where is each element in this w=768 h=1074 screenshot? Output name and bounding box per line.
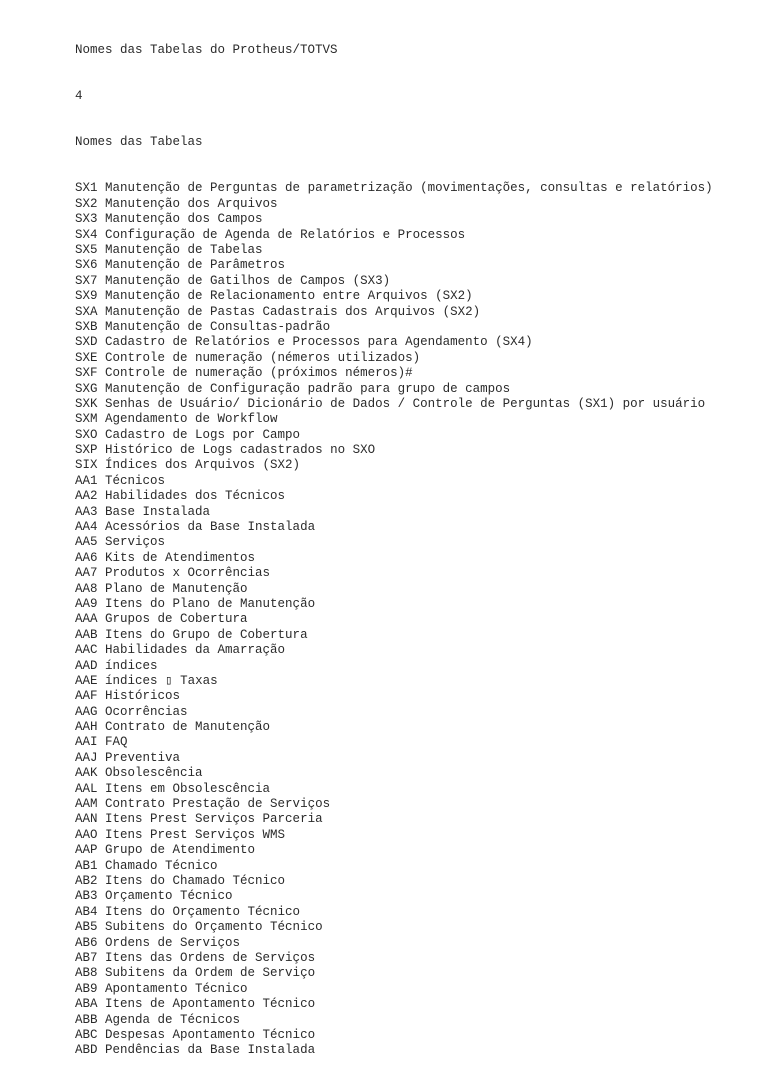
table-code: SXK [75,396,98,411]
table-code: AAI [75,735,98,750]
table-row [75,505,755,520]
table-code: SXG [75,381,98,396]
table-description: Base Instalada [105,504,211,519]
table-row [75,566,755,581]
table-row [75,443,755,458]
table-row [75,874,755,889]
table-row [75,228,755,243]
table-code: SIX [75,458,98,473]
table-code: SXF [75,366,98,381]
table-description: Orçamento Técnico [105,889,233,904]
table-description: Habilidades dos Técnicos [105,489,286,504]
table-description: Itens em Obsolescência [105,781,271,796]
table-row [75,782,755,797]
table-code: AA1 [75,473,98,488]
table-row [75,828,755,843]
table-description: Grupos de Cobertura [105,612,248,627]
table-row [75,612,755,627]
table-description: Pendências da Base Instalada [105,1043,316,1058]
table-row [75,397,755,412]
table-code: AA6 [75,550,98,565]
table-row [75,720,755,735]
table-description: FAQ [105,735,128,750]
table-description: Manutenção de Tabelas [105,242,263,257]
table-description: Produtos x Ocorrências [105,566,271,581]
table-description: Manutenção de Pastas Cadastrais dos Arquivos (SX2) [105,304,481,319]
table-row [75,412,755,427]
table-description: Itens de Apontamento Técnico [105,997,316,1012]
table-code: AB3 [75,889,98,904]
table-code: SXD [75,335,98,350]
table-row [75,335,755,350]
table-description: Técnicos [105,473,166,488]
table-row [75,1043,755,1058]
table-description: Subitens da Ordem de Serviço [105,966,316,981]
table-row [75,582,755,597]
table-description: Itens das Ordens de Serviços [105,950,316,965]
table-row [75,659,755,674]
table-code: AA2 [75,489,98,504]
table-row [75,258,755,273]
table-row [75,751,755,766]
table-row [75,689,755,704]
table-description: Senhas de Usuário/ Dicionário de Dados / Controle de Perguntas (SX1) por usuário [105,396,706,411]
table-description: Manutenção de Perguntas de parametrização (movimentações, consultas e relatórios) [105,181,713,196]
table-code: AB1 [75,858,98,873]
table-description: Histórico de Logs cadastrados no SXO [105,443,376,458]
table-row [75,212,755,227]
table-row [75,982,755,997]
section-heading: Nomes das Tabelas [75,135,203,150]
table-description: Ordens de Serviços [105,935,241,950]
document-title: Nomes das Tabelas do Protheus/TOTVS [75,42,338,57]
table-row [75,951,755,966]
table-code: SXE [75,350,98,365]
table-code: AAK [75,766,98,781]
table-row [75,889,755,904]
table-row [75,859,755,874]
table-description: Grupo de Atendimento [105,843,256,858]
table-description: Itens do Plano de Manutenção [105,596,316,611]
table-code: AA4 [75,520,98,535]
table-code: SX9 [75,289,98,304]
table-description: Controle de numeração (próximos némeros)# [105,366,413,381]
table-code: AB9 [75,981,98,996]
table-code: SX5 [75,242,98,257]
table-code: SXP [75,443,98,458]
table-description: Manutenção de Parâmetros [105,258,286,273]
table-row [75,920,755,935]
table-description: Acessórios da Base Instalada [105,520,316,535]
table-description: Manutenção de Relacionamento entre Arquivos (SX2) [105,289,473,304]
table-code: AB5 [75,920,98,935]
table-description: Cadastro de Logs por Campo [105,427,301,442]
table-code: AAC [75,643,98,658]
table-row [75,1028,755,1043]
page-number: 4 [75,89,83,104]
table-code: AB6 [75,935,98,950]
table-row [75,1013,755,1028]
table-code: AB7 [75,950,98,965]
table-code: AAM [75,797,98,812]
table-row [75,705,755,720]
table-description: Itens do Orçamento Técnico [105,904,301,919]
table-description: Itens Prest Serviços Parceria [105,812,323,827]
document-page [75,12,755,1074]
table-description: Despesas Apontamento Técnico [105,1027,316,1042]
table-row [75,797,755,812]
table-code: SX1 [75,181,98,196]
table-description: Agendamento de Workflow [105,412,278,427]
table-description: índices [105,658,158,673]
table-row [75,905,755,920]
table-row [75,812,755,827]
table-code: AAP [75,843,98,858]
table-description: Agenda de Técnicos [105,1012,241,1027]
table-row [75,936,755,951]
table-row [75,966,755,981]
table-row [75,474,755,489]
table-description: Chamado Técnico [105,858,218,873]
table-code: SXM [75,412,98,427]
table-code: AAO [75,827,98,842]
table-code: AA7 [75,566,98,581]
table-row [75,428,755,443]
table-description: Manutenção dos Campos [105,212,263,227]
table-row [75,320,755,335]
table-description: Itens do Chamado Técnico [105,874,286,888]
table-row [75,766,755,781]
table-description: Subitens do Orçamento Técnico [105,920,323,935]
table-code: AAE [75,673,98,688]
table-code: SX7 [75,273,98,288]
table-row [75,289,755,304]
table-code: ABC [75,1027,98,1042]
table-row [75,305,755,320]
table-row [75,458,755,473]
table-row [75,535,755,550]
table-code: SXB [75,319,98,334]
table-description: Obsolescência [105,766,203,781]
table-code: AAJ [75,750,98,765]
table-row [75,274,755,289]
table-description: Configuração de Agenda de Relatórios e Processos [105,227,466,242]
table-code: ABB [75,1012,98,1027]
table-code: ABA [75,997,98,1012]
table-description: Preventiva [105,750,181,765]
table-row [75,674,755,689]
table-code: AA3 [75,504,98,519]
table-description: Cadastro de Relatórios e Processos para Agendamento (SX4) [105,335,533,350]
table-description: Ocorrências [105,704,188,719]
table-row [75,382,755,397]
table-description: Kits de Atendimentos [105,550,256,565]
table-description: Manutenção de Consultas-padrão [105,319,331,334]
table-description: Serviços [105,535,166,550]
table-code: AAH [75,720,98,735]
table-description: Históricos [105,689,181,704]
table-code: AAL [75,781,98,796]
table-code: AB4 [75,904,98,919]
table-row [75,197,755,212]
table-code: AAB [75,627,98,642]
table-code: SX4 [75,227,98,242]
table-row [75,366,755,381]
table-row [75,181,755,196]
table-row [75,489,755,504]
table-description: Itens do Grupo de Cobertura [105,627,308,642]
table-code: AAA [75,612,98,627]
table-description: Apontamento Técnico [105,981,248,996]
table-code: AA8 [75,581,98,596]
table-row [75,520,755,535]
table-description: Plano de Manutenção [105,581,248,596]
table-description: Manutenção de Configuração padrão para grupo de campos [105,381,511,396]
table-row [75,243,755,258]
table-code: AAN [75,812,98,827]
table-code: AB8 [75,966,98,981]
table-description: Habilidades da Amarração [105,643,286,658]
table-code: AB2 [75,874,98,888]
table-row [75,997,755,1012]
table-description: Manutenção de Gatilhos de Campos (SX3) [105,273,391,288]
table-code: AAF [75,689,98,704]
table-description: índices ▯ Taxas [105,673,218,688]
table-code: SX3 [75,212,98,227]
table-description: Manutenção dos Arquivos [105,196,278,211]
table-row [75,351,755,366]
table-code: SX2 [75,196,98,211]
table-row [75,735,755,750]
table-row [75,597,755,612]
table-code: SX6 [75,258,98,273]
table-description: Controle de numeração (némeros utilizados) [105,350,421,365]
table-code: AA5 [75,535,98,550]
table-row [75,843,755,858]
table-description: Índices dos Arquivos (SX2) [105,458,301,473]
table-list [75,181,755,1058]
table-description: Contrato Prestação de Serviços [105,797,331,812]
table-code: ABD [75,1043,98,1058]
table-code: AAG [75,704,98,719]
table-code: SXO [75,427,98,442]
table-code: SXA [75,304,98,319]
table-row [75,628,755,643]
table-code: AA9 [75,596,98,611]
table-row [75,643,755,658]
table-row [75,551,755,566]
table-description: Itens Prest Serviços WMS [105,827,286,842]
table-description: Contrato de Manutenção [105,720,271,735]
table-code: AAD [75,658,98,673]
